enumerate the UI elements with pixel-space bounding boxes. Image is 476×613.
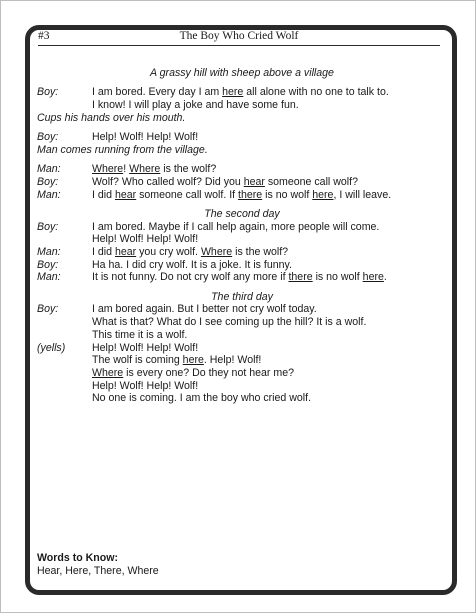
speaker-label: Man:: [37, 271, 61, 284]
dialogue-line: [37, 233, 447, 246]
dialogue-line: [37, 246, 447, 259]
dialogue-line: [37, 271, 447, 284]
dialogue-line: [37, 99, 447, 112]
words-to-know-list: Hear, Here, There, Where: [37, 564, 159, 577]
dialogue-text: I am bored. Every day I am here all alone with no one to talk to.: [92, 86, 389, 99]
dialogue-text: I know! I will play a joke and have some fun.: [92, 99, 299, 112]
dialogue-text: No one is coming. I am the boy who cried wolf.: [92, 392, 312, 405]
speaker-label: Boy:: [37, 175, 59, 188]
speaker-label: Man:: [37, 163, 61, 176]
stage-direction: Man comes running from the village.: [37, 143, 208, 156]
speaker-label: Boy:: [37, 220, 59, 233]
speaker-label: (yells): [37, 341, 66, 354]
speaker-label: Boy:: [37, 303, 59, 316]
dialogue-text: Wolf? Who called wolf? Did you hear someone call wolf?: [92, 175, 358, 188]
play-script: [37, 67, 447, 405]
dialogue-line: [37, 392, 447, 405]
words-to-know: [37, 552, 159, 577]
dialogue-line: [37, 316, 447, 329]
dialogue-text: What is that? What do I see coming up the hill? It is a wolf.: [92, 316, 367, 329]
lesson-number: #3: [38, 30, 50, 42]
scene-direction: A grassy hill with sheep above a village: [150, 67, 334, 79]
dialogue-line: [37, 259, 447, 272]
dialogue-text: Help! Wolf! Help! Wolf!: [92, 379, 199, 392]
stage-direction: Cups his hands over his mouth.: [37, 111, 186, 124]
dialogue-line: [37, 163, 447, 176]
dialogue-text: I am bored. Maybe if I call help again, more people will come.: [92, 220, 380, 233]
speaker-label: Man:: [37, 188, 61, 201]
speaker-label: Boy:: [37, 86, 59, 99]
dialogue-text: Help! Wolf! Help! Wolf!: [92, 131, 199, 144]
dialogue-text: Help! Wolf! Help! Wolf!: [92, 233, 199, 246]
dialogue-line: [37, 342, 447, 355]
dialogue-text: I did hear you cry wolf. Where is the wolf?: [92, 246, 289, 258]
dialogue-line: [37, 303, 447, 316]
dialogue-text: Where is every one? Do they not hear me?: [92, 366, 294, 379]
page-header: [38, 29, 440, 46]
dialogue-line: [37, 176, 447, 189]
dialogue-line: [37, 221, 447, 234]
dialogue-line: [37, 367, 447, 380]
dialogue-line: [37, 354, 447, 367]
words-to-know-label: Words to Know:: [37, 552, 119, 564]
dialogue-line: [37, 86, 447, 99]
scene-direction: The third day: [211, 290, 273, 303]
dialogue-line: [37, 189, 447, 202]
dialogue-text: Ha ha. I did cry wolf. It is a joke. It is funny.: [92, 258, 292, 271]
dialogue-text: I did hear someone call wolf. If there is no wolf here, I will leave.: [92, 188, 392, 201]
speaker-label: Man:: [37, 246, 61, 258]
dialogue-text: It is not funny. Do not cry wolf any more if there is no wolf here.: [92, 271, 387, 284]
dialogue-text: The wolf is coming here. Help! Wolf!: [92, 354, 262, 367]
dialogue-line: [37, 131, 447, 144]
dialogue-line: [37, 380, 447, 393]
scene-direction: The second day: [204, 207, 280, 220]
dialogue-text: Where! Where is the wolf?: [92, 163, 217, 176]
dialogue-text: This time it is a wolf.: [92, 328, 188, 341]
story-title: The Boy Who Cried Wolf: [179, 30, 299, 42]
speaker-label: Boy:: [37, 131, 59, 144]
dialogue-text: I am bored again. But I better not cry wolf today.: [92, 303, 317, 316]
dialogue-line: [37, 329, 447, 342]
speaker-label: Boy:: [37, 258, 59, 271]
dialogue-text: Help! Wolf! Help! Wolf!: [92, 341, 199, 354]
